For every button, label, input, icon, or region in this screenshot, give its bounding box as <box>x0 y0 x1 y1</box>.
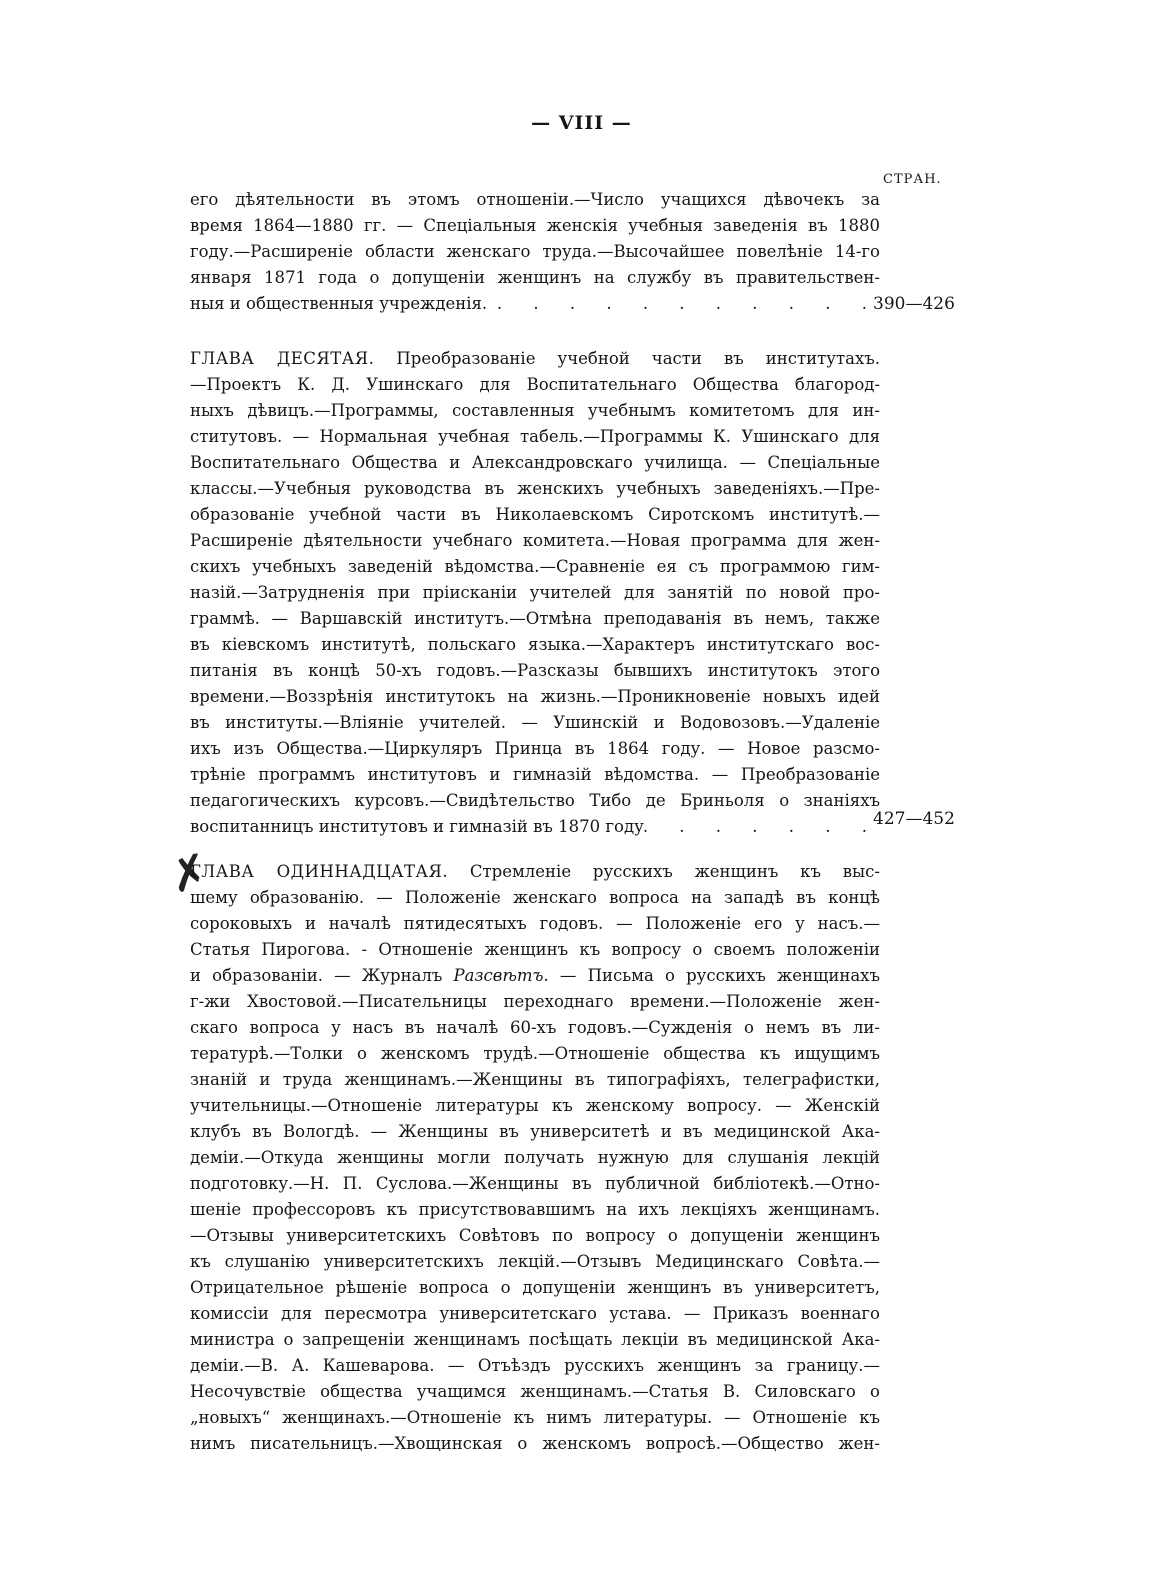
toc-entry-chapter-eleven <box>190 859 880 1457</box>
entry-line: подготовку.—Н. П. Суслова.—Женщины въ публичной библіотекѣ.—Отно- <box>190 1174 880 1193</box>
entry-line: Отрицательное рѣшеніе вопроса о допущеніи женщинъ въ университетъ, <box>190 1278 880 1297</box>
entry-line: граммѣ. — Варшавскій институтъ.—Отмѣна преподаванія въ немъ, также <box>190 609 880 628</box>
entry-line: г-жи Хвостовой.—Писательницы переходнаго времени.—Положеніе жен- <box>190 992 880 1011</box>
entry-line: министра о запрещеніи женщинамъ посѣщать лекціи въ медицинской Ака- <box>190 1330 880 1349</box>
entry-line: нимъ писательницъ.—Хвощинская о женскомъ вопросѣ.—Общество жен- <box>190 1434 880 1453</box>
page-range: 427—452 <box>873 809 955 829</box>
entry-line: педагогическихъ курсовъ.—Свидѣтельство Тибо де Бриньоля о знаніяхъ <box>190 791 880 810</box>
entry-line: января 1871 года о допущеніи женщинъ на службу въ правительствен- <box>190 268 880 287</box>
entry-line: питанія въ концѣ 50-хъ годовъ.—Разсказы бывшихъ институтокъ этого <box>190 661 880 680</box>
pages-column-label: СТРАН. <box>883 172 942 187</box>
entry-line: время 1864—1880 гг. — Спеціальныя женскія учебныя заведенія въ 1880 <box>190 216 880 235</box>
entry-line: шему образованію. — Положеніе женскаго вопроса на западѣ въ концѣ <box>190 888 880 907</box>
page-number: — VIII — <box>531 112 632 134</box>
entry-line <box>190 963 880 989</box>
dot-leader: . . . . . . . . . . . . . <box>423 294 880 313</box>
entry-line: комиссіи для пересмотра университетскаго устава. — Приказъ военнаго <box>190 1304 880 1323</box>
entry-line: деміи.—В. А. Кашеварова. — Отъѣздъ русскихъ женщинъ за границу.— <box>190 1356 880 1375</box>
entry-line: его дѣятельности въ этомъ отношеніи.—Число учащихся дѣвочекъ за <box>190 190 880 209</box>
entry-line <box>190 859 880 885</box>
entry-line-last <box>190 291 880 317</box>
entry-line: шеніе профессоровъ къ присутствовавшимъ на ихъ лекціяхъ женщинамъ. <box>190 1200 880 1219</box>
entry-line: классы.—Учебныя руководства въ женскихъ учебныхъ заведеніяхъ.—Пре- <box>190 479 880 498</box>
entry-line: къ слушанію университетскихъ лекцій.—Отзывъ Медицинскаго Совѣта.— <box>190 1252 880 1271</box>
chapter-heading: ГЛАВА ДЕСЯТАЯ. <box>190 349 375 368</box>
entry-line: трѣніе программъ институтовъ и гимназій вѣдомства. — Преобразованіе <box>190 765 880 784</box>
entry-line: въ кіевскомъ институтѣ, польскаго языка.—Характеръ институтскаго вос- <box>190 635 880 654</box>
entry-line-text: Стремленіе русскихъ женщинъ къ выс- <box>448 862 880 881</box>
entry-line: скаго вопроса у насъ въ началѣ 60-хъ годовъ.—Сужденія о немъ въ ли- <box>190 1018 880 1037</box>
entry-line-text: ныя и общественныя учрежденія. <box>190 294 488 313</box>
handwritten-cross-mark: ✗ <box>163 841 215 905</box>
entry-line: —Проектъ К. Д. Ушинскаго для Воспитательнаго Общества благород- <box>190 375 880 394</box>
entry-line: Несочувствіе общества учащимся женщинамъ.—Статья В. Силовскаго о <box>190 1382 880 1401</box>
entry-line: ихъ изъ Общества.—Циркуляръ Принца въ 1864 году. — Новое разсмо- <box>190 739 880 758</box>
entry-line: ныхъ дѣвицъ.—Программы, составленныя учебнымъ комитетомъ для ин- <box>190 401 880 420</box>
entry-line: скихъ учебныхъ заведеній вѣдомства.—Сравненіе ея съ программою гим- <box>190 557 880 576</box>
entry-line: Расширеніе дѣятельности учебнаго комитета.—Новая программа для жен- <box>190 531 880 550</box>
entry-line-last <box>190 814 880 840</box>
toc-entry-chapter-ten <box>190 346 880 840</box>
entry-line: образованіе учебной части въ Николаевскомъ Сиротскомъ институтѣ.— <box>190 505 880 524</box>
entry-line: учительницы.—Отношеніе литературы къ женскому вопросу. — Женскій <box>190 1096 880 1115</box>
entry-line: знаній и труда женщинамъ.—Женщины въ типографіяхъ, телеграфистки, <box>190 1070 880 1089</box>
page-range: 390—426 <box>873 294 955 314</box>
entry-line-text: воспитанницъ институтовъ и гимназій въ 1870 году <box>190 817 644 836</box>
entry-line: въ институты.—Вліяніе учителей. — Ушинскій и Водовозовъ.—Удаленіе <box>190 713 880 732</box>
journal-title: Разсвѣтъ. <box>453 966 549 985</box>
entry-line: деміи.—Откуда женщины могли получать нужную для слушанія лекцій <box>190 1148 880 1167</box>
entry-line: „новыхъ“ женщинахъ.—Отношеніе къ нимъ литературы. — Отношеніе къ <box>190 1408 880 1427</box>
entry-line: клубъ въ Вологдѣ. — Женщины въ университетѣ и въ медицинской Ака- <box>190 1122 880 1141</box>
entry-line: Статья Пирогова. - Отношеніе женщинъ къ вопросу о своемъ положеніи <box>190 940 880 959</box>
entry-line: —Отзывы университетскихъ Совѣтовъ по вопросу о допущеніи женщинъ <box>190 1226 880 1245</box>
entry-line: сороковыхъ и началѣ пятидесятыхъ годовъ. — Положеніе его у насъ.— <box>190 914 880 933</box>
entry-line <box>190 346 880 372</box>
entry-line: ститутовъ. — Нормальная учебная табель.—Программы К. Ушинскаго для <box>190 427 880 446</box>
entry-line: времени.—Воззрѣнія институтокъ на жизнь.—Проникновеніе новыхъ идей <box>190 687 880 706</box>
dot-leader: . . . . . . . <box>642 817 880 836</box>
entry-line: году.—Расширеніе области женскаго труда.—Высочайшее повелѣніе 14-го <box>190 242 880 261</box>
entry-line-text: и образованіи. — Журналъ <box>190 966 454 985</box>
entry-line: тературѣ.—Толки о женскомъ трудѣ.—Отношеніе общества къ ищущимъ <box>190 1044 880 1063</box>
entry-line: Воспитательнаго Общества и Александровскаго училища. — Спеціальные <box>190 453 880 472</box>
toc-entry-continuation <box>190 187 880 317</box>
chapter-heading: ГЛАВА ОДИННАДЦАТАЯ. <box>190 862 449 881</box>
entry-line-text: — Письма о русскихъ женщинахъ <box>548 966 880 985</box>
entry-line: назій.—Затрудненія при пріисканіи учителей для занятій по новой про- <box>190 583 880 602</box>
entry-line-text: Преобразованіе учебной части въ институтахъ. <box>374 349 880 368</box>
